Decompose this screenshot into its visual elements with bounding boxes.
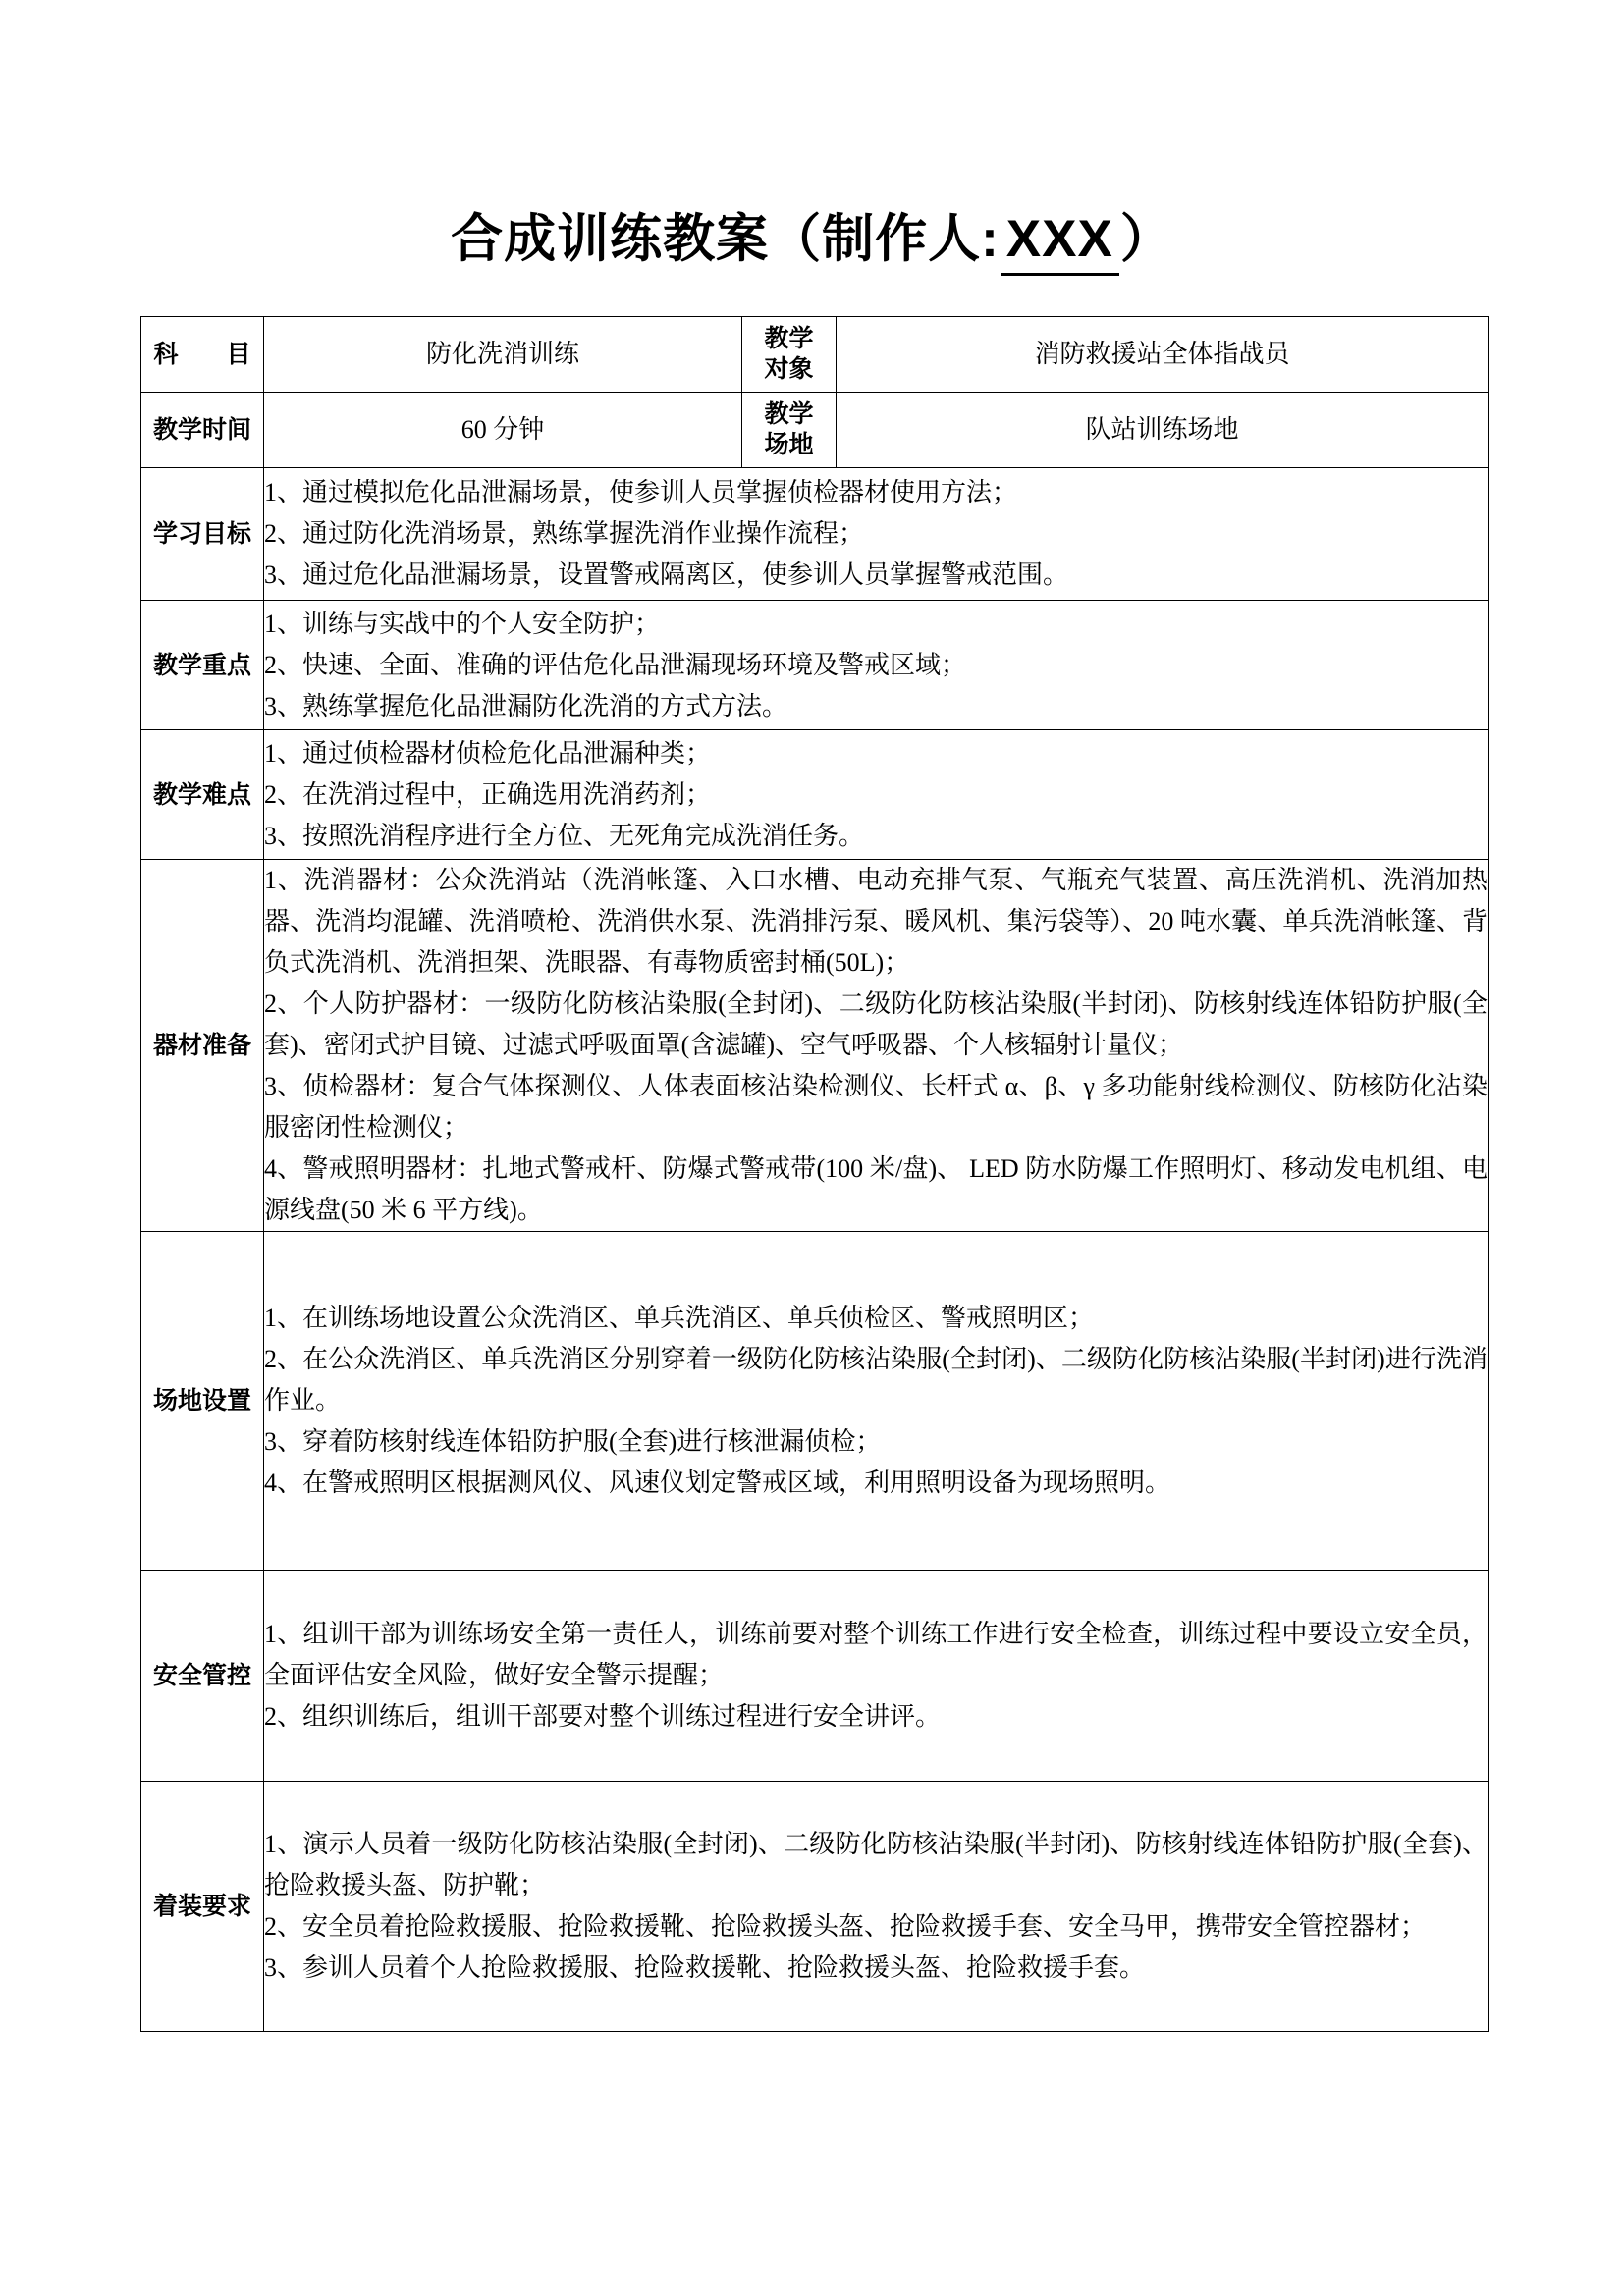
content-line: 4、在警戒照明区根据测风仪、风速仪划定警戒区域，利用照明设备为现场照明。 xyxy=(264,1468,1171,1497)
row-sublabel-audience xyxy=(742,317,837,393)
row-label-dress-code: 着装要求 xyxy=(141,1782,264,2032)
content-line: 4、警戒照明器材：扎地式警戒杆、防爆式警戒带(100 米/盘)、 LED 防水防爆工作照明灯、移动发电机组、电源线盘(50 米 6 平方线)。 xyxy=(264,1154,1488,1224)
content-line: 1、演示人员着一级防化防核沾染服(全封闭)、二级防化防核沾染服(半封闭)、防核射线连体铅防护服(全套)、抢险救援头盔、防护靴； xyxy=(264,1830,1488,1899)
row-sublabel-venue-line2: 场地 xyxy=(764,431,814,458)
content-line: 3、按照洗消程序进行全方位、无死角完成洗消任务。 xyxy=(264,821,865,850)
content-line: 2、在洗消过程中，正确选用洗消药剂； xyxy=(264,779,712,809)
row-label-equipment: 器材准备 xyxy=(141,860,264,1232)
table-row-subject xyxy=(141,317,1489,393)
table-row-duration xyxy=(141,393,1489,468)
row-content-dress-code xyxy=(264,1782,1489,2032)
content-line: 2、个人防护器材：一级防化防核沾染服(全封闭)、二级防化防核沾染服(半封闭)、防核射线连体铅防护服(全套)、密闭式护目镜、过滤式呼吸面罩(含滤罐)、空气呼吸器、个人核辐射计量仪； xyxy=(264,989,1488,1059)
row-label-difficult-points: 教学难点 xyxy=(141,730,264,860)
row-sublabel-venue-line1: 教学 xyxy=(764,400,814,428)
row-label-learning-goals: 学习目标 xyxy=(141,468,264,601)
row-content-equipment xyxy=(264,860,1489,1232)
content-line: 3、参训人员着个人抢险救援服、抢险救援靴、抢险救援头盔、抢险救援手套。 xyxy=(264,1953,1146,1982)
content-line: 1、洗消器材：公众洗消站（洗消帐篷、入口水槽、电动充排气泵、气瓶充气装置、高压洗消机、洗消加热器、洗消均混罐、洗消喷枪、洗消供水泵、洗消排污泵、暖风机、集污袋等）、20 吨水囊、单兵洗消帐篷、背负式洗消机、洗消担架、洗眼器、有毒物质密封桶(50L)； xyxy=(264,866,1488,977)
row-value-audience: 消防救援站全体指战员 xyxy=(837,317,1489,393)
content-line: 2、快速、全面、准确的评估危化品泄漏现场环境及警戒区域； xyxy=(264,650,967,679)
content-line: 3、穿着防核射线连体铅防护服(全套)进行核泄漏侦检； xyxy=(264,1427,882,1456)
creator-name-blank: XXX xyxy=(1001,208,1119,276)
title-container xyxy=(0,208,1624,276)
row-content-learning-goals xyxy=(264,468,1489,601)
content-line: 2、安全员着抢险救援服、抢险救援靴、抢险救援头盔、抢险救援手套、安全马甲，携带安全管控器材； xyxy=(264,1912,1427,1941)
content-line: 3、熟练掌握危化品泄漏防化洗消的方式方法。 xyxy=(264,691,788,721)
page-title xyxy=(451,208,1173,276)
row-label-key-points: 教学重点 xyxy=(141,601,264,730)
table-row-site-setup xyxy=(141,1232,1489,1571)
row-content-key-points xyxy=(264,601,1489,730)
content-line: 1、组训干部为训练场安全第一责任人，训练前要对整个训练工作进行安全检查，训练过程中要设立安全员，全面评估安全风险，做好安全警示提醒； xyxy=(264,1620,1488,1689)
content-line: 3、通过危化品泄漏场景，设置警戒隔离区，使参训人员掌握警戒范围。 xyxy=(264,561,1069,589)
lesson-plan-table xyxy=(140,316,1489,2032)
row-content-site-setup xyxy=(264,1232,1489,1571)
table-row-safety-control xyxy=(141,1571,1489,1782)
row-sublabel-audience-line2: 对象 xyxy=(764,355,814,383)
row-label-duration: 教学时间 xyxy=(141,393,264,468)
table-row-difficult-points xyxy=(141,730,1489,860)
row-value-venue: 队站训练场地 xyxy=(837,393,1489,468)
content-line: 1、通过模拟危化品泄漏场景，使参训人员掌握侦检器材使用方法； xyxy=(264,478,1018,507)
row-label-site-setup: 场地设置 xyxy=(141,1232,264,1571)
row-sublabel-audience-line1: 教学 xyxy=(764,325,814,352)
content-line: 2、组织训练后，组训干部要对整个训练过程进行安全讲评。 xyxy=(264,1702,942,1731)
content-line: 3、侦检器材：复合气体探测仪、人体表面核沾染检测仪、长杆式 α、β、γ 多功能射线检测仪、防核防化沾染服密闭性检测仪； xyxy=(264,1072,1488,1142)
row-content-difficult-points xyxy=(264,730,1489,860)
row-label-safety-control: 安全管控 xyxy=(141,1571,264,1782)
content-line: 1、训练与实战中的个人安全防护； xyxy=(264,609,661,638)
page-title-close: ） xyxy=(1119,210,1173,268)
table-row-learning-goals xyxy=(141,468,1489,601)
content-line: 2、通过防化洗消场景，熟练掌握洗消作业操作流程； xyxy=(264,519,865,548)
table-row-dress-code xyxy=(141,1782,1489,2032)
row-value-duration: 60 分钟 xyxy=(264,393,742,468)
row-sublabel-venue xyxy=(742,393,837,468)
page-title-main: 合成训练教案（制作人: xyxy=(451,210,1000,268)
row-value-subject: 防化洗消训练 xyxy=(264,317,742,393)
row-label-subject: 科 目 xyxy=(141,317,264,393)
table-row-key-points xyxy=(141,601,1489,730)
content-line: 1、在训练场地设置公众洗消区、单兵洗消区、单兵侦检区、警戒照明区； xyxy=(264,1304,1095,1332)
content-line: 2、在公众洗消区、单兵洗消区分别穿着一级防化防核沾染服(全封闭)、二级防化防核沾染服(半封闭)进行洗消作业。 xyxy=(264,1345,1488,1415)
row-content-safety-control xyxy=(264,1571,1489,1782)
table-row-equipment xyxy=(141,860,1489,1232)
content-line: 1、通过侦检器材侦检危化品泄漏种类； xyxy=(264,738,712,768)
